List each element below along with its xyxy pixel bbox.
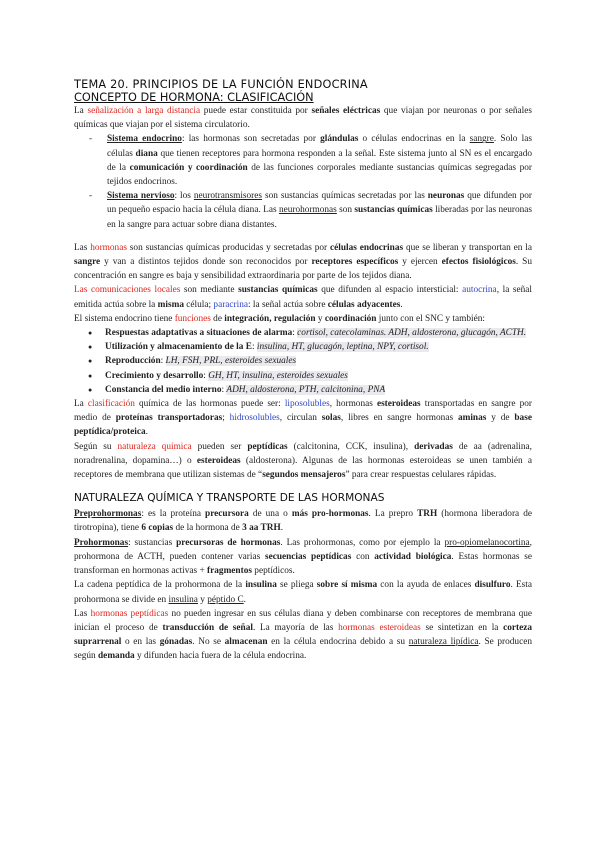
paragraph-functions: El sistema endocrino tiene funciones de integración, regulación y coordinación junto con el SNC y también:: [74, 313, 485, 324]
paragraph-hormones: Las hormonas son sustancias químicas producidas y secretadas por células endocrinas que se liberan y transportan en la sangre y van a distintos tejidos donde son reconocidos por receptores específicos y ejercen efectos fisiológicos. Su concentración en sangre es baja y sensibilidad extraordinaria por parte de los tejidos diana.: [74, 242, 533, 282]
section-heading-concept: CONCEPTO DE HORMONA: CLASIFICACIÓN: [74, 91, 314, 104]
list-item: ● Crecimiento y desarrollo: GH, HT, insulina, esteroides sexuales: [88, 369, 532, 383]
list-item: ● Constancia del medio interno: ADH, aldosterona, PTH, calcitonina, PNA: [88, 383, 532, 397]
paragraph-prohormones: Prohormonas: sustancias precursoras de hormonas. Las prohormonas, como por ejemplo la pro-opiomelanocortina, prohormona de ACTH, pueden contener varias secuencias peptídicas con actividad biológica. Estas hormonas se transforman en hormonas activas + fragmentos peptídicos.: [74, 537, 532, 577]
paragraph-local-communication: Las comunicaciones locales son mediante sustancias químicas que difunden al espacio intersticial: autocrina, la señal emitida actúa sobre la misma célula; paracrina: la señal actúa sobre células adyacentes.: [74, 285, 533, 310]
list-item-endocrine: - Sistema endocrino: las hormonas son secretadas por glándulas o células endocrinas en la sangre. Solo las células diana que tienen receptores para hormona responden a la señal. Este sistema junto al SN es el encargado de la comunicación y coordinación de las funciones corporales mediante sustancias químicas segregadas por tejidos endocrinos.: [85, 132, 532, 189]
paragraph-chemical-nature: Según su naturaleza química pueden ser peptídicas (calcitonina, CCK, insulina), derivadas de aa (adrenalina, noradrenalina, dopamina…) o esteroideas (aldosterona). Algunas de las hormonas esteroideas se unen también a receptores de membrana que utilizan sistemas de “segundos mensajeros” para crear respuestas celulares rápidas.: [74, 441, 532, 481]
paragraph-classification: La clasificación química de las hormonas puede ser: liposolubles, hormonas esteroideas transportadas en sangre por medio de proteínas transportadoras; hidrosolubles, circulan solas, libres en sangre hormonas aminas y de base peptídica/proteica.: [74, 399, 533, 438]
paragraph-insulin: La cadena peptídica de la prohormona de la insulina se pliega sobre sí misma con la ayuda de enlaces disulfuro. Esta prohormona se divide en insulina y péptido C.: [74, 580, 532, 605]
signaling-list: [74, 132, 532, 231]
page-title: TEMA 20. PRINCIPIOS DE LA FUNCIÓN ENDOCRINA: [74, 78, 368, 91]
paragraph-peptide-hormones: Las hormonas peptídicas no pueden ingresar en sus células diana y deben combinarse con receptores de membrana que inician el proceso de transducción de señal. La mayoría de las hormonas esteroideas se sintetizan en la corteza suprarrenal o en las gónadas. No se almacenan en la célula endocrina debido a su naturaleza lipídica. Se producen según demanda y difunden hacia fuera de la célula endocrina.: [74, 608, 533, 662]
section-heading-chemistry: NATURALEZA QUÍMICA Y TRANSPORTE DE LAS HORMONAS: [74, 492, 385, 505]
paragraph-signaling: La señalización a larga distancia puede estar constituida por señales eléctricas que viajan por neuronas o por señales químicas que viajan por el sistema circulatorio.: [74, 106, 533, 131]
paragraph-preprohormones: Preprohormonas: es la proteína precursora de una o más pro-hormonas. La prepro TRH (hormona liberadora de tirotropina), tiene 6 copias de la hormona de 3 aa TRH.: [74, 509, 533, 534]
list-item: ● Utilización y almacenamiento de la E: insulina, HT, glucagón, leptina, NPY, cortisol.: [88, 340, 532, 354]
document-page: [74, 78, 532, 664]
list-item-nervous: - Sistema nervioso: los neurotransmisores son sustancias químicas secretadas por las neuronas que difunden por un pequeño espacio hacia la célula diana. Las neurohormonas son sustancias químicas liberadas por las neuronas en la sangre para actuar sobre diana distantes.: [85, 189, 532, 232]
list-item: ● Respuestas adaptativas a situaciones de alarma: cortisol, catecolaminas. ADH, aldosterona, glucagón, ACTH.: [88, 326, 532, 340]
list-item: ● Reproducción: LH, FSH, PRL, esteroides sexuales: [88, 354, 532, 368]
functions-list: [74, 326, 532, 397]
